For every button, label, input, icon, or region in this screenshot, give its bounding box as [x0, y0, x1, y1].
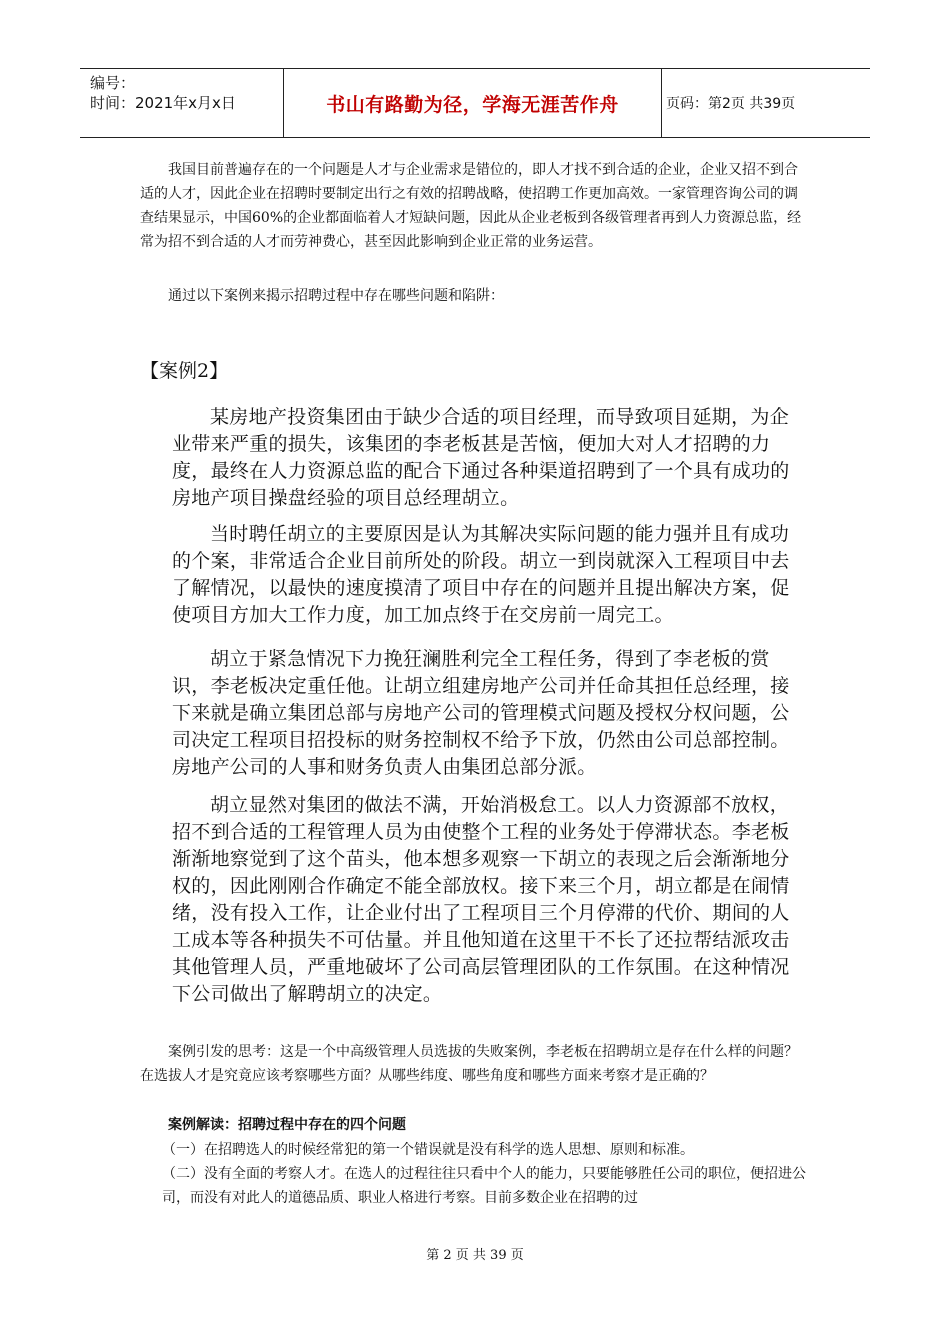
intro-lead-in: 通过以下案例来揭示招聘过程中存在哪些问题和陷阱：: [168, 288, 504, 304]
intro-paragraph: 我国目前普遍存在的一个问题是人才与企业需求是错位的，即人才找不到合适的企业，企业又招不到合适的人才，因此企业在招聘时要制定出行之有效的招聘战略，使招聘工作更加高效。一家管理咨询公司的调查结果显示，中国60%的企业都面临着人才短缺问题，因此从企业老板到各级管理者再到人力资源总监，经常为招不到合适的人才而劳神费心，甚至因此影响到企业正常的业务运营。: [140, 162, 802, 250]
header-meta: [80, 69, 283, 137]
document-number-label: 编号：: [90, 74, 136, 92]
page-header: [80, 68, 870, 138]
header-motto-cell: [283, 69, 662, 137]
analysis-item-2: （二）没有全面的考察人才。在选人的过程往往只看中个人的能力，只要能够胜任公司的职位，便招进公司，而没有对此人的道德品质、职业人格进行考察。目前多数企业在招聘的过: [162, 1166, 806, 1206]
header-motto: 书山有路勤为径，学海无涯苦作舟: [326, 93, 619, 116]
page-footer: 第 2 页 共 39 页: [426, 1248, 524, 1263]
case-paragraph: 当时聘任胡立的主要原因是认为其解决实际问题的能力强并且有成功的个案，非常适合企业目前所处的阶段。胡立一到岗就深入工程项目中去了解情况，以最快的速度摸清了项目中存在的问题并且提出解决方案，促使项目方加大工作力度，加工加点终于在交房前一周完工。: [172, 523, 790, 626]
case-paragraph: 胡立显然对集团的做法不满，开始消极怠工。以人力资源部不放权，招不到合适的工程管理人员为由使整个工程的业务处于停滞状态。李老板渐渐地察觉到了这个苗头，他本想多观察一下胡立的表现之后会渐渐地分权的，因此刚刚合作确定不能全部放权。接下来三个月，胡立都是在闹情绪，没有投入工作，让企业付出了工程项目三个月停滞的代价、期间的人工成本等各种损失不可估量。并且他知道在这里干不长了还拉帮结派攻击其他管理人员，严重地破坏了公司高层管理团队的工作氛围。在这种情况下公司做出了解聘胡立的决定。: [172, 794, 790, 1005]
analysis-item-1: （一）在招聘选人的时候经常犯的第一个错误就是没有科学的选人思想、原则和标准。: [162, 1142, 694, 1158]
case-paragraph: 胡立于紧急情况下力挽狂澜胜利完全工程任务，得到了李老板的赏识，李老板决定重任他。让胡立组建房地产公司并任命其担任总经理，接下来就是确立集团总部与房地产公司的管理模式问题及授权分权问题，公司决定工程项目招投标的财务控制权不给予下放，仍然由公司总部控制。房地产公司的人事和财务负责人由集团总部分派。: [172, 648, 790, 778]
case-title: 【案例2】: [140, 360, 229, 382]
case-paragraph: 某房地产投资集团由于缺少合适的项目经理，而导致项目延期，为企业带来严重的损失，该集团的李老板甚是苦恼，便加大对人才招聘的力度，最终在人力资源总监的配合下通过各种渠道招聘到了一个具有成功的房地产项目操盘经验的项目总经理胡立。: [172, 406, 790, 509]
header-page-code: 页码：第2页 共39页: [666, 96, 796, 112]
document-date: 时间：2021年x月x日: [90, 94, 236, 112]
analysis-thinking: 案例引发的思考：这是一个中高级管理人员选拔的失败案例，李老板在招聘胡立是存在什么样的问题？在选拔人才是究竟应该考察哪些方面？从哪些纬度、哪些角度和哪些方面来考察才是正确的？: [140, 1044, 798, 1084]
analysis-heading: 案例解读：招聘过程中存在的四个问题: [168, 1117, 406, 1133]
